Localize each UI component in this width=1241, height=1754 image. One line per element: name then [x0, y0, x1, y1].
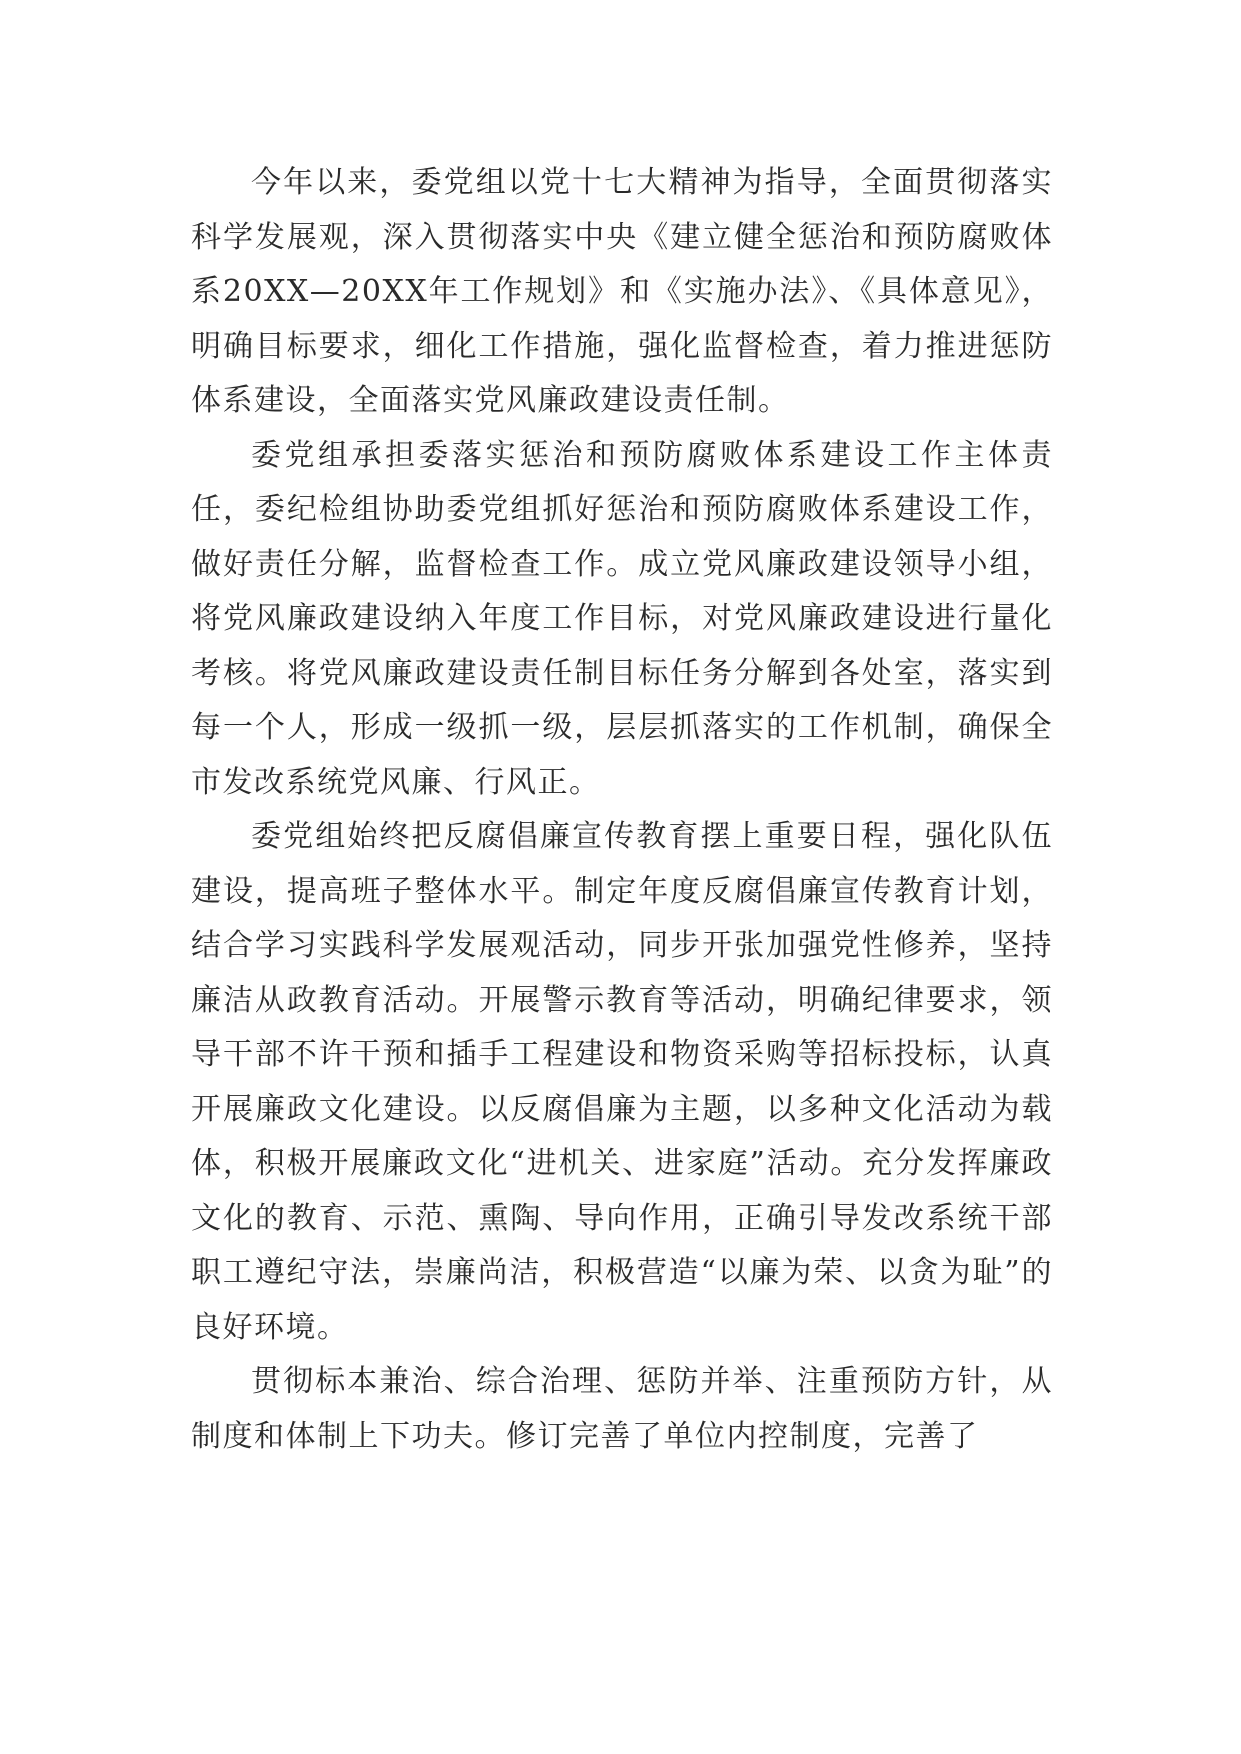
- paragraph-1: 今年以来，委党组以党十七大精神为指导，全面贯彻落实科学发展观，深入贯彻落实中央《建立健全惩治和预防腐败体系20XX—20XX年工作规划》和《实施办法》、《具体意见》，明确目标要求，细化工作措施，强化监督检查，着力推进惩防体系建设，全面落实党风廉政建设责任制。: [191, 165, 1053, 418]
- paragraph-2: 委党组承担委落实惩治和预防腐败体系建设工作主体责任，委纪检组协助委党组抓好惩治和预防腐败体系建设工作，做好责任分解，监督检查工作。成立党风廉政建设领导小组，将党风廉政建设纳入年度工作目标，对党风廉政建设进行量化考核。将党风廉政建设责任制目标任务分解到各处室，落实到每一个人，形成一级抓一级，层层抓落实的工作机制，确保全市发改系统党风廉、行风正。: [191, 437, 1053, 800]
- paragraph-4: 贯彻标本兼治、综合治理、惩防并举、注重预防方针，从制度和体制上下功夫。修订完善了单位内控制度，完善了: [191, 1364, 1053, 1454]
- document-body: [191, 156, 1053, 1464]
- paragraph-3: 委党组始终把反腐倡廉宣传教育摆上重要日程，强化队伍建设，提高班子整体水平。制定年度反腐倡廉宣传教育计划，结合学习实践科学发展观活动，同步开张加强党性修养，坚持廉洁从政教育活动。开展警示教育等活动，明确纪律要求，领导干部不许干预和插手工程建设和物资采购等招标投标，认真开展廉政文化建设。以反腐倡廉为主题，以多种文化活动为载体，积极开展廉政文化“进机关、进家庭”活动。充分发挥廉政文化的教育、示范、熏陶、导向作用，正确引导发改系统干部职工遵纪守法，崇廉尚洁，积极营造“以廉为荣、以贪为耻”的良好环境。: [191, 819, 1053, 1345]
